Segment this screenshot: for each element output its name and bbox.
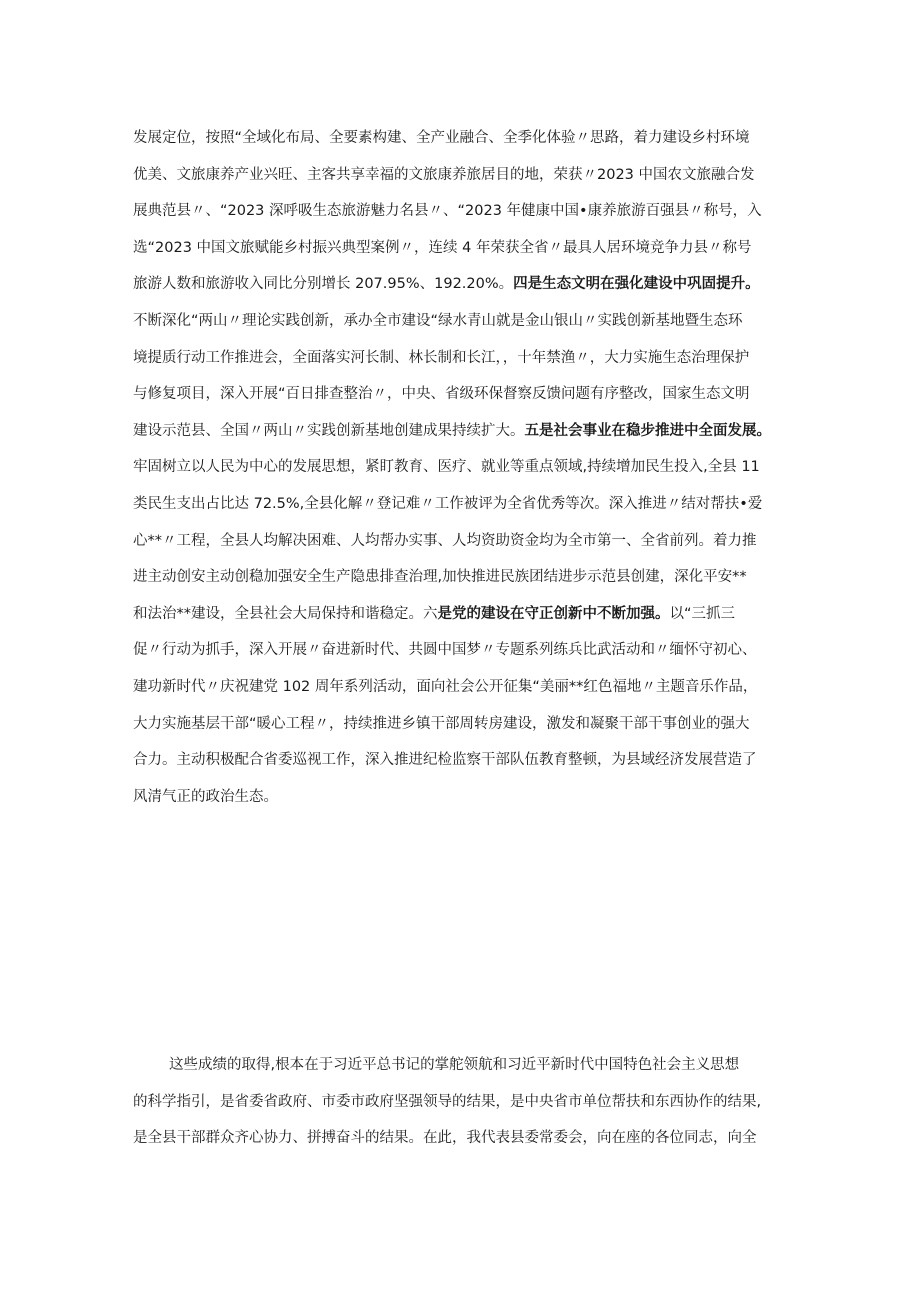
- text-line: 这些成绩的取得,根本在于习近平总书记的掌舵领航和习近平新时代中国特色社会主义思想: [169, 1057, 740, 1073]
- text-line-with-heading: [133, 413, 805, 450]
- text-run: 和法治**建设，全县社会大局保持和谐稳定。六: [133, 605, 438, 622]
- text-line: 的科学指引，是省委省政府、市委市政府坚强领导的结果，是中央省市单位帮扶和东西协作的结果,: [133, 1093, 762, 1110]
- text-line: 与修复项目，深入开展“百日排查整治〃，中央、省级环保督察反馈问题有序整改，国家生态文明: [133, 386, 750, 403]
- text-line: 合力。主动积极配合省委巡视工作，深入推进纪检监察干部队伍教育整顿，为县域经济发展营造了: [133, 752, 757, 769]
- text-line-with-heading: [133, 596, 805, 633]
- text-line: 进主动创安主动创稳加强安全生产隐患排查治理,加快推进民族团结进步示范县创建，深化平安**: [133, 569, 747, 586]
- text-line: 风清气正的政治生态。: [133, 788, 278, 805]
- text-line: 是全县干部群众齐心协力、拼搏奋斗的结果。在此，我代表县委常委会，向在座的各位同志，向全: [133, 1130, 757, 1147]
- section-heading-6: 是党的建设在守正创新中不断加强。: [437, 605, 670, 622]
- section-heading-5: 五是社会事业在稳步推进中全面发展。: [524, 422, 771, 439]
- text-line: 不断深化“两山〃理论实践创新，承办全市建设“绿水青山就是金山银山〃实践创新基地暨生态环: [133, 312, 743, 329]
- text-line: 促〃行动为抓手，深入开展〃奋进新时代、共圆中国梦〃专题系列练兵比武活动和〃缅怀守初心、: [133, 642, 757, 659]
- text-line: 优美、文旅康养产业兴旺、主客共享幸福的文旅康养旅居目的地，荣获〃2023 中国农文旅融合发: [133, 166, 755, 183]
- text-line-with-heading: [133, 266, 805, 303]
- text-line: 心**〃工程，全县人均解决困难、人均帮办实事、人均资助资金均为全市第一、全省前列。着力推: [133, 532, 757, 549]
- text-line: 境提质行动工作推进会，全面落实河长制、林长制和长江，，十年禁渔〃，大力实施生态治理保护: [133, 349, 750, 366]
- text-line: 类民生支出占比达 72.5%,全县化解〃登记难〃工作被评为全省优秀等次。深入推进〃结对帮扶•爱: [133, 495, 763, 512]
- section-heading-4: 四是生态文明在强化建设中巩固提升。: [513, 276, 760, 293]
- text-line: 建功新时代〃庆祝建党 102 周年系列活动，面向社会公开征集“美丽**红色福地〃主题音乐作品，: [133, 678, 758, 695]
- text-line: 展典范县〃、“2023 深呼吸生态旅游魅力名县〃、“2023 年健康中国•康养旅游百强县〃称号，入: [133, 203, 762, 220]
- text-run: 建设示范县、全国〃两山〃实践创新基地创建成果持续扩大。: [133, 422, 525, 439]
- body-paragraph: [133, 1047, 805, 1157]
- text-line: 发展定位，按照“全域化布局、全要素构建、全产业融合、全季化体验〃思路，着力建设乡村环境: [133, 130, 750, 146]
- text-run: 旅游人数和旅游收入同比分别增长 207.95%、192.20%。: [133, 276, 514, 293]
- text-run: 以“三抓三: [669, 605, 736, 622]
- text-line: 牢固树立以人民为中心的发展思想，紧盯教育、医疗、就业等重点领域,持续增加民生投入,全县 11: [133, 459, 760, 476]
- text-line: 选“2023 中国文旅赋能乡村振兴典型案例〃，连续 4 年荣获全省〃最具人居环境竞争力县〃称号: [133, 239, 752, 256]
- body-paragraph: [133, 120, 805, 815]
- text-line: 大力实施基层干部“暖心工程〃，持续推进乡镇干部周转房建设，激发和凝聚干部干事创业的强大: [133, 715, 750, 732]
